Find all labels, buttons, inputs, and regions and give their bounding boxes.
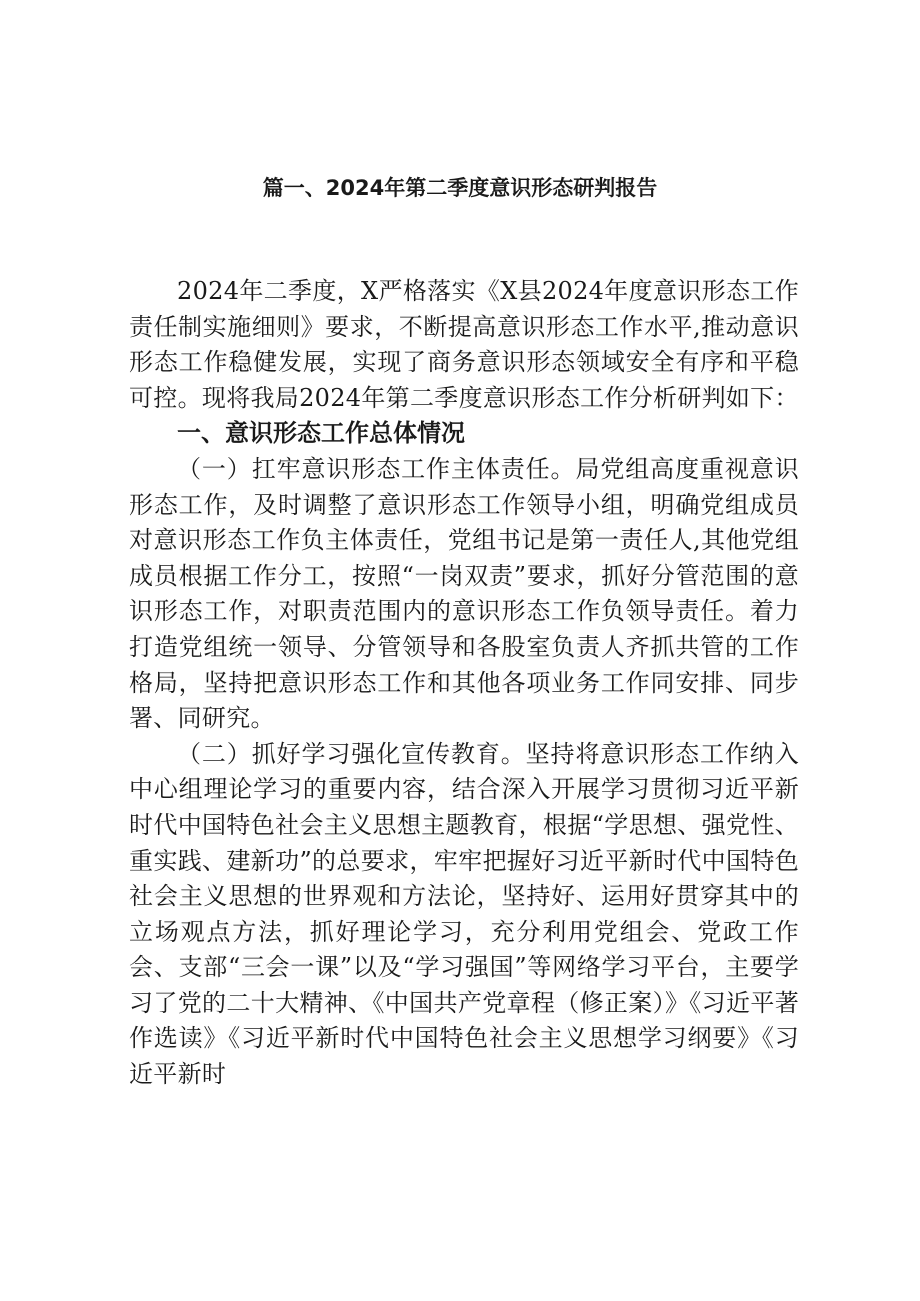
paragraph-study-education: （二）抓好学习强化宣传教育。坚持将意识形态工作纳入中心组理论学习的重要内容，结合深入开展学习贯彻习近平新时代中国特色社会主义思想主题教育，根据“学思想、强党性、重实践、建新功”的总要求，牢牢把握好习近平新时代中国特色社会主义思想的世界观和方法论，坚持好、运用好贯穿其中的立场观点方法，抓好理论学习，充分利用党组会、党政工作会、支部“三会一课”以及“学习强国”等网络学习平台，主要学习了党的二十大精神、《中国共产党章程（修正案）》《习近平著作选读》《习近平新时代中国特色社会主义思想学习纲要》《习近平新时 [129, 739, 799, 1089]
paragraph-responsibility: （一）扛牢意识形态工作主体责任。局党组高度重视意识形态工作，及时调整了意识形态工作领导小组，明确党组成员对意识形态工作负主体责任，党组书记是第一责任人,其他党组成员根据工作分工，按照“一岗双责”要求，抓好分管范围的意识形态工作，对职责范围内的意识形态工作负领导责任。着力打造党组统一领导、分管领导和各股室负责人齐抓共管的工作格局，坚持把意识形态工作和其他各项业务工作同安排、同步署、同研究。 [129, 454, 799, 733]
document-body [129, 274, 799, 1093]
section-heading: 一、意识形态工作总体情况 [177, 419, 465, 448]
intro-paragraph: 2024年二季度，X严格落实《X县2024年度意识形态工作责任制实施细则》要求，不断提高意识形态工作水平,推动意识形态工作稳健发展，实现了商务意识形态领域安全有序和平稳可控。现将我局2024年第二季度意识形态工作分析研判如下： [129, 277, 799, 412]
document-title: 篇一、2024年第二季度意识形态研判报告 [262, 176, 658, 200]
